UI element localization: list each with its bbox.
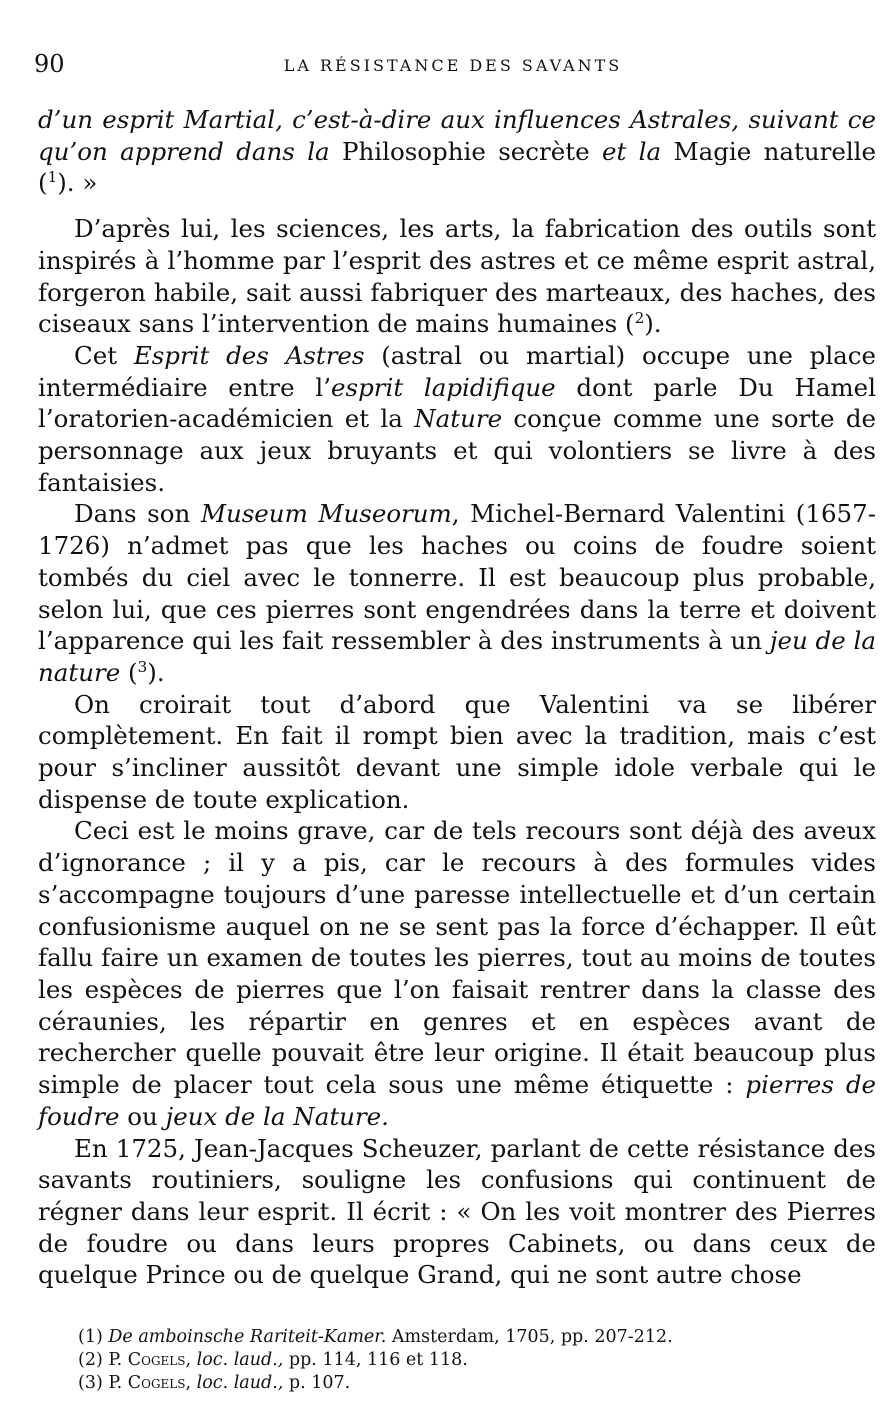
paragraph-valentini: Dans son Museum Museorum, Michel-Bernard Valentini (1657-1726) n’admet pas que les haches ou coins de foudre soient tombés du ciel avec le tonnerre. Il est beaucoup plus probable, selon lui, que ces pierres sont engendrées dans la terre et doivent l’apparence qui les fait ressembler à des instruments à un jeu de la nature ($^3$).	[38, 499, 876, 687]
footnote-ref-2[interactable]: 2	[634, 309, 645, 328]
paragraph-idole-verbale: On croirait tout d’abord que Valentini va se libérer complètement. En fait il rompt bien avec la tradition, mais c’est pour s’incliner aussitôt devant une simple idole verbale qui le dispense de toute explication.	[38, 689, 876, 814]
paragraph-intermediaire: Cet Esprit des Astres (astral ou martial) occupe une place intermédiaire entre l’esprit lapidifique dont parle Du Hamel l’oratorien-académicien et la Nature conçue comme une sorte de personnage aux jeux bruyants et qui volontiers se livre à des fantaisies.	[38, 340, 877, 497]
footnote-ref-3[interactable]: 3	[137, 657, 148, 676]
page-number: 90	[34, 50, 65, 78]
footnote-1: (1) De amboinsche Rariteit-Kamer. Amsterdam, 1705, pp. 207-212.	[78, 1327, 673, 1347]
running-head	[34, 50, 872, 80]
footnote-ref-1[interactable]: 1	[47, 168, 58, 187]
footnote-3: (3) P. Cogels, loc. laud., p. 107.	[78, 1373, 351, 1393]
paragraph-continued: d’un esprit Martial, c’est-à-dire aux influences Astrales, suivant ce qu’on apprend dans la Philosophie secrète et la Magie naturelle ($^1$). »	[38, 105, 876, 198]
paragraph-confusionisme: Ceci est le moins grave, car de tels recours sont déjà des aveux d’ignorance ; il y a pis, car le recours à des formules vides s’accompagne toujours d’une paresse intellectuelle et d’un certain confusionisme auquel on ne se sent pas la force d’échapper. Il eût fallu faire un examen de toutes les pierres, tout au moins de toutes les espèces de pierres que l’on faisait rentrer dans la classe des céraunies, les répartir en genres et en espèces avant de rechercher quelle pouvait être leur origine. Il était beaucoup plus simple de placer tout cela sous une même étiquette : pierres de foudre ou jeux de la Nature.	[38, 816, 877, 1131]
paragraph-scheuzer: En 1725, Jean-Jacques Scheuzer, parlant de cette résistance des savants routiniers, souligne les confusions qui continuent de régner dans leur esprit. Il écrit : « On les voit montrer des Pierres de foudre ou dans leurs propres Cabinets, ou dans ceux de quelque Prince ou de quelque Grand, qui ne sont autre chose	[38, 1133, 876, 1290]
footnotes	[78, 1326, 858, 1395]
running-head-title: LA RÉSISTANCE DES SAVANTS	[283, 56, 623, 75]
paragraph-esprit-astres: D’après lui, les sciences, les arts, la fabrication des outils sont inspirés à l’homme par l’esprit des astres et ce même esprit astral, forgeron habile, sait aussi fabriquer des marteaux, des haches, des ciseaux sans l’intervention de mains humaines ($^2$).	[38, 214, 876, 339]
footnote-2: (2) P. Cogels, loc. laud., pp. 114, 116 et 118.	[78, 1350, 468, 1370]
body-text	[38, 104, 876, 1291]
